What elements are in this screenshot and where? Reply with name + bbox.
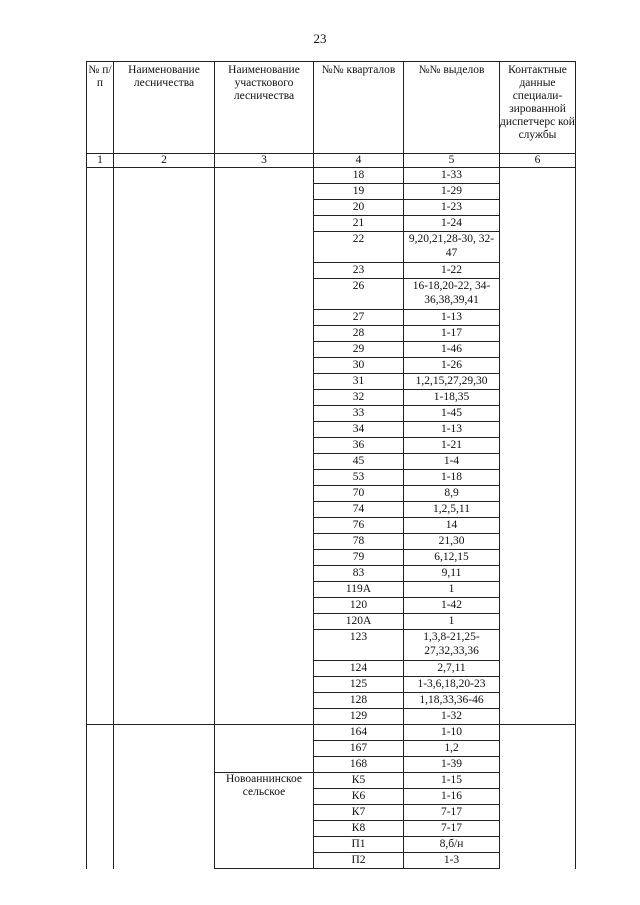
quarter-number: К7 (314, 805, 404, 821)
quarter-number: 33 (314, 406, 404, 422)
allotment-numbers: 1-13 (404, 422, 500, 438)
allotment-numbers: 1-21 (404, 438, 500, 454)
allotment-numbers: 1-29 (404, 184, 500, 200)
allotment-numbers: 7-17 (404, 805, 500, 821)
allotment-numbers: 1,2 (404, 741, 500, 757)
allotment-numbers: 16-18,20-22, 34-36,38,39,41 (404, 279, 500, 310)
allotment-numbers: 1-15 (404, 773, 500, 789)
quarter-number: 34 (314, 422, 404, 438)
quarter-number: 30 (314, 358, 404, 374)
page-number: 23 (313, 31, 327, 46)
allotment-numbers: 1,2,5,11 (404, 502, 500, 518)
quarter-number: 167 (314, 741, 404, 757)
column-number: 1 (87, 154, 114, 168)
empty-cell (87, 725, 114, 869)
quarter-number: П2 (314, 853, 404, 869)
quarter-number: К6 (314, 789, 404, 805)
quarter-number: 28 (314, 326, 404, 342)
allotment-numbers: 1-18 (404, 470, 500, 486)
allotment-numbers: 1 (404, 582, 500, 598)
header-cell: №№ выделов (404, 62, 500, 154)
quarter-number: 18 (314, 168, 404, 184)
allotment-numbers: 1,2,15,27,29,30 (404, 374, 500, 390)
allotment-numbers: 8,б/н (404, 837, 500, 853)
allotment-numbers: 1 (404, 614, 500, 630)
allotment-numbers: 1-17 (404, 326, 500, 342)
header-cell: Контактные данные специали-зированной диспетчерс кой службы (500, 62, 576, 154)
header-cell: №№ кварталов (314, 62, 404, 154)
allotment-numbers: 1-16 (404, 789, 500, 805)
district-name (215, 168, 314, 725)
quarter-number: К5 (314, 773, 404, 789)
allotment-numbers: 1-46 (404, 342, 500, 358)
table-row (87, 168, 576, 184)
district-name: Новоаннинское сельское (215, 773, 314, 869)
allotment-numbers: 1-45 (404, 406, 500, 422)
column-number: 6 (500, 154, 576, 168)
quarter-number: 129 (314, 709, 404, 725)
allotment-numbers: 1-26 (404, 358, 500, 374)
quarter-number: 83 (314, 566, 404, 582)
allotment-numbers: 1-33 (404, 168, 500, 184)
quarter-number: 22 (314, 232, 404, 263)
quarter-number: 20 (314, 200, 404, 216)
header-cell: Наименование участкового лесничества (215, 62, 314, 154)
quarter-number: 124 (314, 661, 404, 677)
quarter-number: 70 (314, 486, 404, 502)
quarter-number: 119А (314, 582, 404, 598)
allotment-numbers: 1-13 (404, 310, 500, 326)
quarter-number: К8 (314, 821, 404, 837)
allotment-numbers: 1-23 (404, 200, 500, 216)
allotment-numbers: 8,9 (404, 486, 500, 502)
allotment-numbers: 1,3,8-21,25- 27,32,33,36 (404, 630, 500, 661)
quarter-number: 168 (314, 757, 404, 773)
column-number: 2 (114, 154, 215, 168)
allotment-numbers: 1-10 (404, 725, 500, 741)
allotment-numbers: 9,20,21,28-30, 32-47 (404, 232, 500, 263)
allotment-numbers: 1-32 (404, 709, 500, 725)
allotment-numbers: 2,7,11 (404, 661, 500, 677)
forest-quarters-table (86, 61, 576, 869)
quarter-number: 164 (314, 725, 404, 741)
quarter-number: 31 (314, 374, 404, 390)
quarter-number: 79 (314, 550, 404, 566)
district-name (215, 725, 314, 773)
header-cell: № п/п (87, 62, 114, 154)
allotment-numbers: 7-17 (404, 821, 500, 837)
quarter-number: 120А (314, 614, 404, 630)
allotment-numbers: 1-3,6,18,20-23 (404, 677, 500, 693)
quarter-number: 120 (314, 598, 404, 614)
quarter-number: П1 (314, 837, 404, 853)
quarter-number: 78 (314, 534, 404, 550)
quarter-number: 29 (314, 342, 404, 358)
allotment-numbers: 9,11 (404, 566, 500, 582)
empty-cell (500, 725, 576, 869)
allotment-numbers: 1,18,33,36-46 (404, 693, 500, 709)
quarter-number: 45 (314, 454, 404, 470)
quarter-number: 53 (314, 470, 404, 486)
allotment-numbers: 1-22 (404, 263, 500, 279)
allotment-numbers: 6,12,15 (404, 550, 500, 566)
quarter-number: 76 (314, 518, 404, 534)
header-row (87, 62, 576, 154)
table-row (87, 725, 576, 741)
column-number: 4 (314, 154, 404, 168)
header-cell: Наименование лесничества (114, 62, 215, 154)
column-number: 3 (215, 154, 314, 168)
column-number: 5 (404, 154, 500, 168)
table-body (87, 168, 576, 869)
allotment-numbers: 1-24 (404, 216, 500, 232)
quarter-number: 21 (314, 216, 404, 232)
quarter-number: 123 (314, 630, 404, 661)
quarter-number: 27 (314, 310, 404, 326)
quarter-number: 26 (314, 279, 404, 310)
quarter-number: 19 (314, 184, 404, 200)
allotment-numbers: 1-18,35 (404, 390, 500, 406)
allotment-numbers: 1-42 (404, 598, 500, 614)
empty-cell (87, 168, 114, 725)
quarter-number: 125 (314, 677, 404, 693)
quarter-number: 23 (314, 263, 404, 279)
empty-cell (114, 168, 215, 725)
allotment-numbers: 1-39 (404, 757, 500, 773)
column-number-row (87, 154, 576, 168)
quarter-number: 128 (314, 693, 404, 709)
allotment-numbers: 14 (404, 518, 500, 534)
quarter-number: 36 (314, 438, 404, 454)
allotment-numbers: 1-3 (404, 853, 500, 869)
empty-cell (114, 725, 215, 869)
quarter-number: 74 (314, 502, 404, 518)
allotment-numbers: 21,30 (404, 534, 500, 550)
quarter-number: 32 (314, 390, 404, 406)
allotment-numbers: 1-4 (404, 454, 500, 470)
empty-cell (500, 168, 576, 725)
